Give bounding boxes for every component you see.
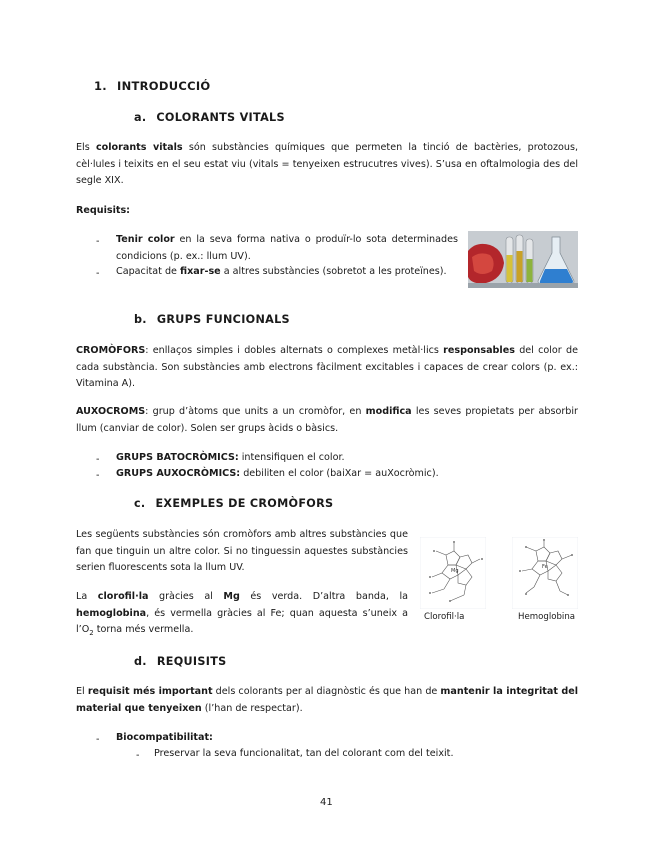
list-dash: - [136,750,140,761]
page-number: 41 [320,797,333,808]
caption-clorofila: Clorofil·la [424,612,465,622]
paragraph-exemples: Les següents substàncies són cromòfors amb altres substàncies que fan que tinguin un altre color. Si no tinguessin aquestes substàncies serien fluorescents sota la llum UV. [76,529,408,573]
list-item-grups-batocromics: GRUPS BATOCRÒMICS: intensifiquen el color. [116,452,345,463]
requisits-label: Requisits: [76,205,131,216]
paragraph-clorofila-hemoglobina: La clorofil·la gràcies al Mg és verda. D’altra banda, la hemoglobina, és vermella gràcies al Fe; quan aquesta s’uneix a $l’O_2$ torna més vermella. [76,591,409,637]
paragraph-auxocroms: AUXOCROMS: grup d’àtoms que units a un cromòfor, en modifica les seves propietats per absorbir llum (canviar de color). Solen ser grups àcids o bàsics. [76,406,578,434]
lab-glassware-illustration [468,231,578,288]
subheading-requisits: d. REQUISITS [134,655,227,668]
list-item-grups-auxocromics: GRUPS AUXOCRÒMICS: debiliten el color (baiXar = auXocròmic). [116,468,439,479]
list-dash: - [96,470,100,481]
paragraph-colorants-vitals: Els colorants vitals són substàncies químiques que permeten la tinció de bactèries, protozous, cèl·lules i teixits en el seu estat viu (vitals = tenyeixen estrucutres vives). S’usa en oftalmologia des del segle XIX. [76,142,579,186]
subheading-grups-funcionals: b. GRUPS FUNCIONALS [134,313,290,326]
svg-text:Fe: Fe [542,564,548,570]
section-heading-introduccio: 1. INTRODUCCIÓ [94,79,211,93]
list-item-preservar-funcionalitat: Preservar la seva funcionalitat, tan del colorant com del teixit. [154,748,454,759]
list-item-biocompatibilitat: Biocompatibilitat: [116,732,213,743]
list-dash: - [96,236,100,247]
list-item-tenir-color: Tenir color en la seva forma nativa o produïr-lo sota determinades condicions (p. ex.: llum UV). [116,234,459,262]
list-item-fixar-se: Capacitat de fixar-se a altres substàncies (sobretot a les proteïnes). [116,266,447,277]
paragraph-requisit-important: El requisit més important dels colorants per al diagnòstic és que han de mantenir la integritat del material que tenyeixen (l’han de respectar). [76,686,578,714]
paragraph-cromofors: CROMÒFORS: enllaços simples i dobles alternats o complexes metàl·lics responsables del color de cada substància. Son substàncies amb electrons fàcilment excitables i capaces de crear colors (p. ex.: Vitamina A). [76,345,578,389]
list-dash: - [96,734,100,745]
list-dash: - [96,454,100,465]
subheading-colorants-vitals: a. COLORANTS VITALS [134,111,285,124]
hemoglobin-structure [512,537,578,609]
list-dash: - [96,268,100,279]
svg-text:Mg: Mg [451,568,459,574]
chlorophyll-structure [420,537,486,609]
lab-glassware-photo [468,231,578,288]
subheading-exemples-cromofors: c. EXEMPLES DE CROMÒFORS [134,497,334,510]
caption-hemoglobina: Hemoglobina [518,612,576,622]
